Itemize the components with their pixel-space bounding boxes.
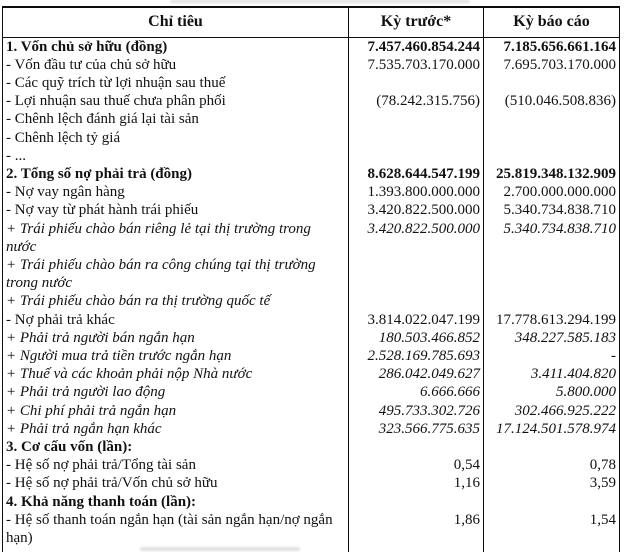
report-period-value: 5.340.734.838.710 [503,220,616,237]
column-header-reporting-period: Kỳ báo cáo [513,13,590,31]
report-period-value: 3,59 [589,475,616,492]
table-row [3,292,619,310]
table-row [3,92,619,110]
report-period-value: 7.185.656.661.164 [503,38,616,55]
prev-period-value: 7.535.703.170.000 [349,56,484,74]
table-row [3,474,619,492]
prev-period-value: 6.666.666 [349,383,484,401]
report-period-value [484,493,619,511]
report-period-value [484,292,619,310]
column-header-criteria: Chỉ tiêu [3,8,349,37]
prev-period-value: 1,16 [349,474,484,492]
prev-period-value: (78.242.315.756) [349,92,484,110]
table-row [3,402,619,420]
table-filler-row [3,547,619,552]
prev-period-value: 7.457.460.854.244 [349,38,484,56]
prev-period-value [349,74,484,92]
table-row [3,456,619,474]
column-header-previous-period: Kỳ trước* [349,8,484,37]
table-row [3,329,619,347]
table-row [3,365,619,383]
report-period-value: 3.411.404.820 [530,366,616,383]
row-label: - Lợi nhuận sau thuế chưa phân phối [3,92,349,110]
table-row [3,165,619,183]
report-period-value: 17.778.613.294.199 [496,311,616,328]
row-label: - Chênh lệch tỷ giá [3,129,349,147]
row-label: 3. Cơ cấu vốn (lần): [3,438,349,456]
table-row [3,110,619,128]
row-label: 1. Vốn chủ sở hữu (đồng) [3,38,349,56]
prev-period-value: 1,86 [349,511,484,547]
prev-period-value: 286.042.049.627 [349,365,484,383]
row-label: + Thuế và các khoản phải nộp Nhà nước [3,365,349,383]
row-label: - Nợ vay ngân hàng [3,183,349,201]
table-row [3,493,619,511]
prev-period-value: 0,54 [349,456,484,474]
prev-period-value [349,147,484,165]
table-row [3,511,619,547]
report-period-value: 25.819.348.132.909 [496,165,616,182]
table-row [3,220,619,256]
report-period-value [484,147,619,165]
report-period-value [484,438,619,456]
row-label: - ... [3,147,349,165]
row-label: - Hệ số nợ phải trả/Tổng tài sản [3,456,349,474]
table-row [3,311,619,329]
report-period-value: 1,54 [589,511,616,528]
table-row [3,201,619,219]
prev-period-value: 1.393.800.000.000 [349,183,484,201]
row-label: + Phải trả người bán ngắn hạn [3,329,349,347]
table-row [3,38,619,56]
report-period-value: 348.227.585.183 [514,329,616,346]
row-label: + Trái phiếu chào bán ra công chúng tại thị trường trong nước [3,256,349,292]
prev-period-value: 3.814.022.047.199 [349,311,484,329]
row-label: + Người mua trả tiền trước ngắn hạn [3,347,349,365]
prev-period-value: 495.733.302.726 [349,402,484,420]
report-period-value: 302.466.925.222 [514,402,616,419]
row-label: - Hệ số nợ phải trả/Vốn chủ sở hữu [3,474,349,492]
report-period-value [484,256,619,292]
table-header-row [3,8,619,38]
report-period-value [484,129,619,147]
row-label: + Trái phiếu chào bán ra thị trường quốc tế [3,292,349,310]
table-row [3,383,619,401]
row-label: - Nợ vay từ phát hành trái phiếu [3,201,349,219]
prev-period-value [349,292,484,310]
report-period-value: 0,78 [589,457,616,474]
report-period-value: (510.046.508.836) [504,93,616,110]
prev-period-value: 2.528.169.785.693 [349,347,484,365]
row-label: 2. Tổng số nợ phải trả (đồng) [3,165,349,183]
row-label: - Nợ phải trả khác [3,311,349,329]
prev-period-value: 8.628.644.547.199 [349,165,484,183]
table-row [3,56,619,74]
report-period-value: 5.340.734.838.710 [503,202,616,219]
report-period-value: - [611,347,616,364]
table-row [3,347,619,365]
table-row [3,129,619,147]
prev-period-value [349,256,484,292]
prev-period-value [349,493,484,511]
row-label: - Hệ số thanh toán ngắn hạn (tài sản ngắn hạn/nợ ngắn hạn) [3,511,349,547]
row-label: + Trái phiếu chào bán riêng lẻ tại thị trường trong nước [3,220,349,256]
report-period-value: 7.695.703.170.000 [503,56,616,73]
prev-period-value: 180.503.466.852 [349,329,484,347]
report-period-value [484,110,619,128]
prev-period-value [349,110,484,128]
row-label: + Phải trả người lao động [3,383,349,401]
scan-artifact-bottom [140,547,300,551]
report-period-value [484,74,619,92]
table-row [3,74,619,92]
row-label: + Chi phí phải trả ngắn hạn [3,402,349,420]
financial-comparison-table [2,6,620,552]
prev-period-value: 3.420.822.500.000 [349,201,484,219]
scan-artifact-top [170,0,470,3]
table-body [3,38,619,548]
report-period-value: 17.124.501.578.974 [496,420,616,437]
prev-period-value: 323.566.775.635 [349,420,484,438]
row-label: - Các quỹ trích từ lợi nhuận sau thuế [3,74,349,92]
table-row [3,147,619,165]
table-row [3,256,619,292]
table-row [3,438,619,456]
table-row [3,420,619,438]
row-label: 4. Khả năng thanh toán (lần): [3,493,349,511]
row-label: - Chênh lệch đánh giá lại tài sản [3,110,349,128]
row-label: - Vốn đầu tư của chủ sở hữu [3,56,349,74]
prev-period-value [349,438,484,456]
table-row [3,183,619,201]
prev-period-value [349,129,484,147]
row-label: + Phải trả ngắn hạn khác [3,420,349,438]
prev-period-value: 3.420.822.500.000 [349,220,484,256]
report-period-value: 5.800.000 [556,384,616,401]
report-period-value: 2.700.000.000.000 [503,184,616,201]
